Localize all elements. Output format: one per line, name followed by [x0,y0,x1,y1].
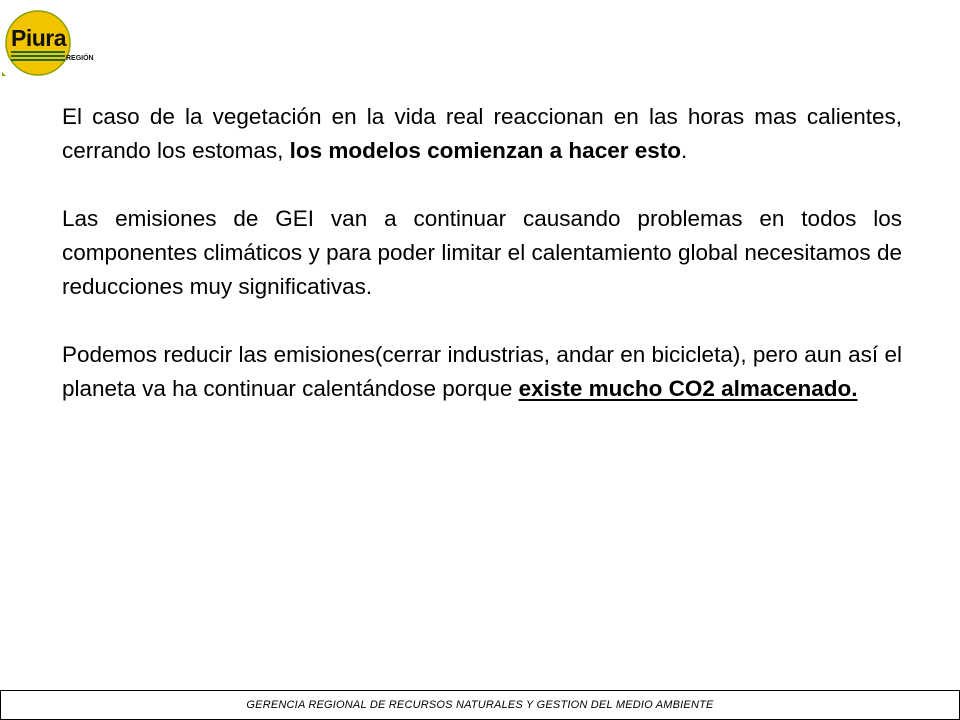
paragraph-3-bold-underlined-text: existe mucho CO2 almacenado. [518,376,858,401]
paragraph-2-text: Las emisiones de GEI van a continuar causando problemas en todos los componentes climáticos y para poder limitar el calentamiento global necesitamos de reducciones muy significativas. [62,206,902,299]
paragraph-1-bold-text: los modelos comienzan a hacer esto [289,138,681,163]
paragraph-1-text: El caso de la vegetación en la vida real reaccionan en las horas mas calientes, cerrando los estomas, [62,104,902,163]
slide-body [62,100,902,406]
region-logo [2,10,102,76]
logo-line-2 [11,55,65,57]
piura-region-emblem [2,10,102,76]
logo-sub-text: REGIÓN [66,55,94,62]
paragraph-reduce [62,338,902,406]
logo-line-1 [11,51,65,53]
logo-line-3 [11,59,65,61]
footer-bar [0,690,960,720]
logo-main-text: Piura [11,25,67,51]
paragraph-1-period: . [681,138,688,163]
paragraph-3-text: Podemos reducir las emisiones(cerrar industrias, andar en bicicleta), pero aun así el planeta va ha continuar calentándose porque [62,342,902,401]
paragraph-emissions [62,202,902,304]
footer-text: GERENCIA REGIONAL DE RECURSOS NATURALES Y GESTION DEL MEDIO AMBIENTE [246,699,714,711]
paragraph-vegetation [62,100,902,168]
logo-corner-mark [2,72,6,76]
